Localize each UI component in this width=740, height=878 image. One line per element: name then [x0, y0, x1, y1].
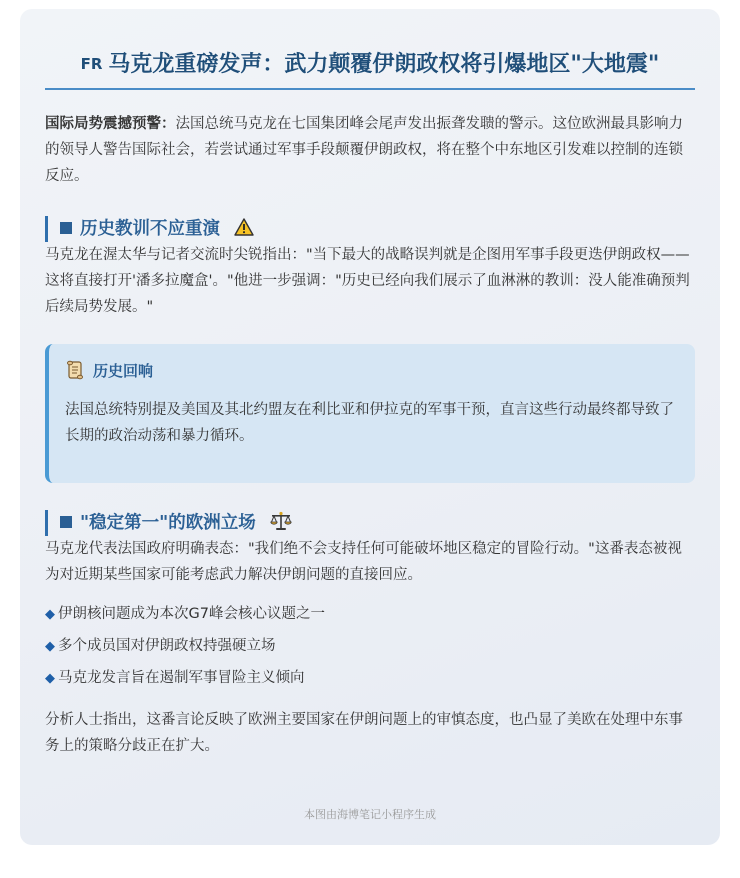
quote-text: 法国总统特别提及美国及其北约盟友在利比亚和伊拉克的军事干预，直言这些行动最终都导致了长期的政治动荡和暴力循环。 — [65, 402, 674, 444]
list-item: ◆ 马克龙发言旨在遏制军事冒险主义倾向 — [45, 670, 305, 686]
list-item: ◆ 多个成员国对伊朗政权持强硬立场 — [45, 638, 276, 654]
diamond-icon: ◆ — [45, 607, 55, 622]
bullet-list — [45, 604, 695, 689]
section-body-history: 马克龙在渥太华与记者交流时尖锐指出："当下最大的战略误判就是企图用军事手段更迭伊朗政权——这将直接打开'潘多拉魔盒'。"他进一步强调："历史已经向我们展示了血淋淋的教训：没人能准确预判后续局势发展。" — [45, 247, 690, 315]
heading-square-icon — [60, 516, 72, 528]
flag-code: FR — [80, 55, 103, 73]
footer-note: 本图由海博笔记小程序生成 — [304, 808, 436, 821]
intro-lead: 国际局势震撼预警： — [45, 116, 176, 132]
heading-square-icon — [60, 222, 72, 234]
section-title-stability: "稳定第一"的欧洲立场 — [80, 513, 256, 533]
intro-text: 法国总统马克龙在七国集团峰会尾声发出振聋发聩的警示。这位欧洲最具影响力的领导人警告国际社会，若尝试通过军事手段颠覆伊朗政权，将在整个中东地区引发难以控制的连锁反应。 — [45, 116, 683, 184]
quote-title-row — [65, 360, 677, 382]
quote-box — [45, 344, 695, 483]
section-body-stability: 马克龙代表法国政府明确表态："我们绝不会支持任何可能破坏地区稳定的冒险行动。"这番表态被视为对近期某些国家可能考虑武力解决伊朗问题的直接回应。 — [45, 541, 682, 583]
diamond-icon: ◆ — [45, 671, 55, 686]
section-heading-stability — [45, 510, 695, 536]
page-title: 马克龙重磅发声：武力颠覆伊朗政权将引爆地区"大地震" — [108, 52, 660, 77]
title-block — [45, 47, 695, 90]
diamond-icon: ◆ — [45, 639, 55, 654]
section-title-history: 历史教训不应重演 — [80, 219, 220, 239]
section-heading-history — [45, 216, 695, 242]
balance-scale-icon — [264, 512, 292, 533]
article-card — [20, 9, 720, 845]
intro-paragraph — [45, 111, 695, 189]
list-item: ◆ 伊朗核问题成为本次G7峰会核心议题之一 — [45, 606, 325, 622]
quote-title: 历史回响 — [93, 362, 154, 380]
scroll-icon — [65, 360, 85, 382]
warning-icon — [228, 218, 254, 239]
closing-paragraph: 分析人士指出，这番言论反映了欧洲主要国家在伊朗问题上的审慎态度，也凸显了美欧在处理中东事务上的策略分歧正在扩大。 — [45, 712, 683, 754]
